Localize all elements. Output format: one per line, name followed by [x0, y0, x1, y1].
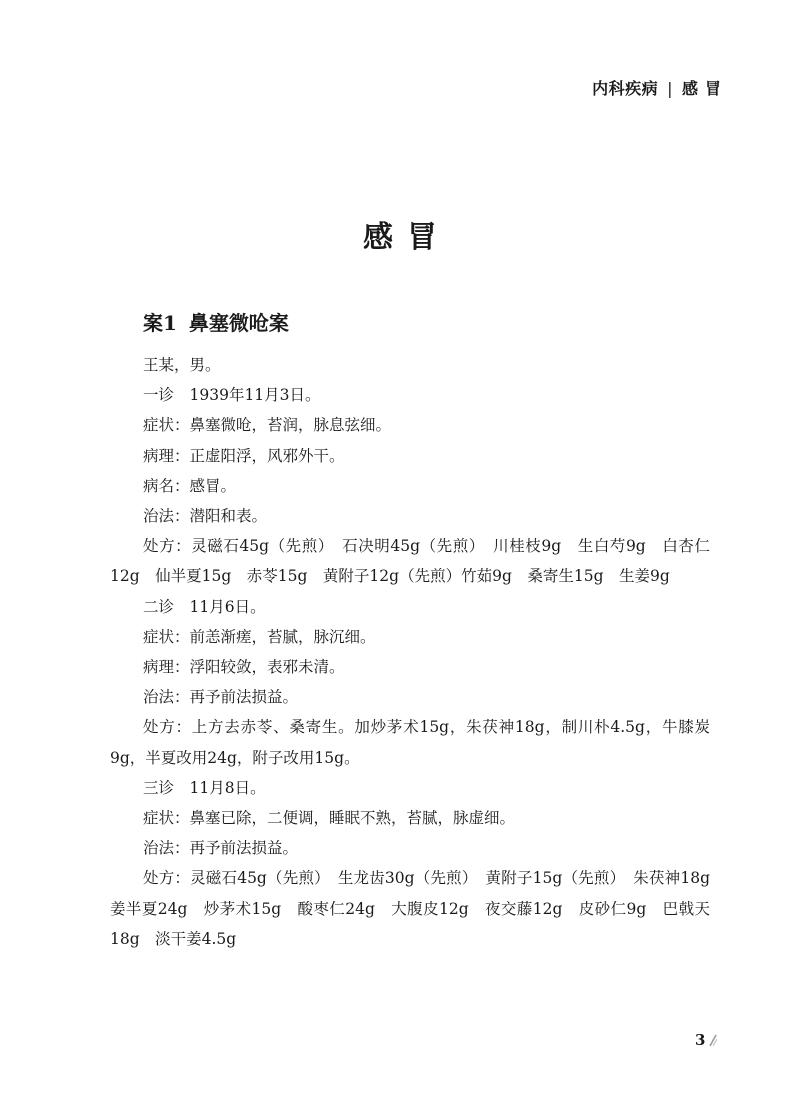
- page-number: [695, 1031, 717, 1049]
- case-body: [110, 350, 726, 954]
- paragraph-visit-1-treatment: 治法：潜阳和表。: [143, 507, 268, 526]
- header-section: 内科疾病: [592, 79, 659, 98]
- paragraph-visit-3-date: 三诊 11月8日。: [143, 778, 266, 797]
- paragraph-visit-2-symptoms: 症状：前恙渐瘥，苔腻，脉沉细。: [143, 627, 376, 646]
- paragraph-visit-3-treatment: 治法：再予前法损益。: [143, 839, 299, 858]
- paragraph-visit-1-date: 一诊 1939年11月3日。: [143, 386, 321, 405]
- header-separator: |: [667, 79, 673, 98]
- paragraph-patient: 王某，男。: [143, 356, 221, 374]
- case-number: 案1: [143, 311, 177, 335]
- paragraph-visit-2-prescription: 处方：上方去赤苓、桑寄生。加炒茅术15g，朱茯神18g，制川朴4.5g，牛膝炭9g，半夏改用24g，附子改用15g。: [110, 718, 710, 767]
- paragraph-visit-1-diagnosis: 病名：感冒。: [143, 476, 237, 495]
- paragraph-visit-2-date: 二诊 11月6日。: [143, 597, 266, 616]
- page-corner-mark-icon: [708, 1034, 717, 1046]
- case-name: 鼻塞微呛案: [188, 311, 289, 335]
- paragraph-visit-3-prescription: 处方：灵磁石45g（先煎） 生龙齿30g（先煎） 黄附子15g（先煎） 朱茯神18g 姜半夏24g 炒茅术15g 酸枣仁24g 大腹皮12g 夜交藤12g 皮砂仁9g 巴戟天18g 淡干姜4.5g: [110, 869, 726, 948]
- paragraph-visit-1-pathology: 病理：正虚阳浮，风邪外干。: [143, 446, 345, 465]
- paragraph-visit-3-symptoms: 症状：鼻塞已除，二便调，睡眠不熟，苔腻，脉虚细。: [143, 809, 516, 828]
- paragraph-visit-2-treatment: 治法：再予前法损益。: [143, 688, 299, 707]
- case-title: [143, 307, 289, 336]
- running-header: [592, 76, 728, 99]
- paragraph-visit-2-pathology: 病理：浮阳较敛，表邪未清。: [143, 658, 345, 677]
- page-number-value: 3: [695, 1031, 706, 1049]
- chapter-title: 感冒: [363, 220, 451, 255]
- paragraph-visit-1-prescription: 处方：灵磁石45g（先煎） 石决明45g（先煎） 川桂枝9g 生白芍9g 白杏仁12g 仙半夏15g 赤苓15g 黄附子12g（先煎）竹茹9g 桑寄生15g 生姜9g: [110, 537, 710, 586]
- paragraph-visit-1-symptoms: 症状：鼻塞微呛，苔润，脉息弦细。: [143, 416, 392, 435]
- header-chapter: 感冒: [681, 79, 728, 98]
